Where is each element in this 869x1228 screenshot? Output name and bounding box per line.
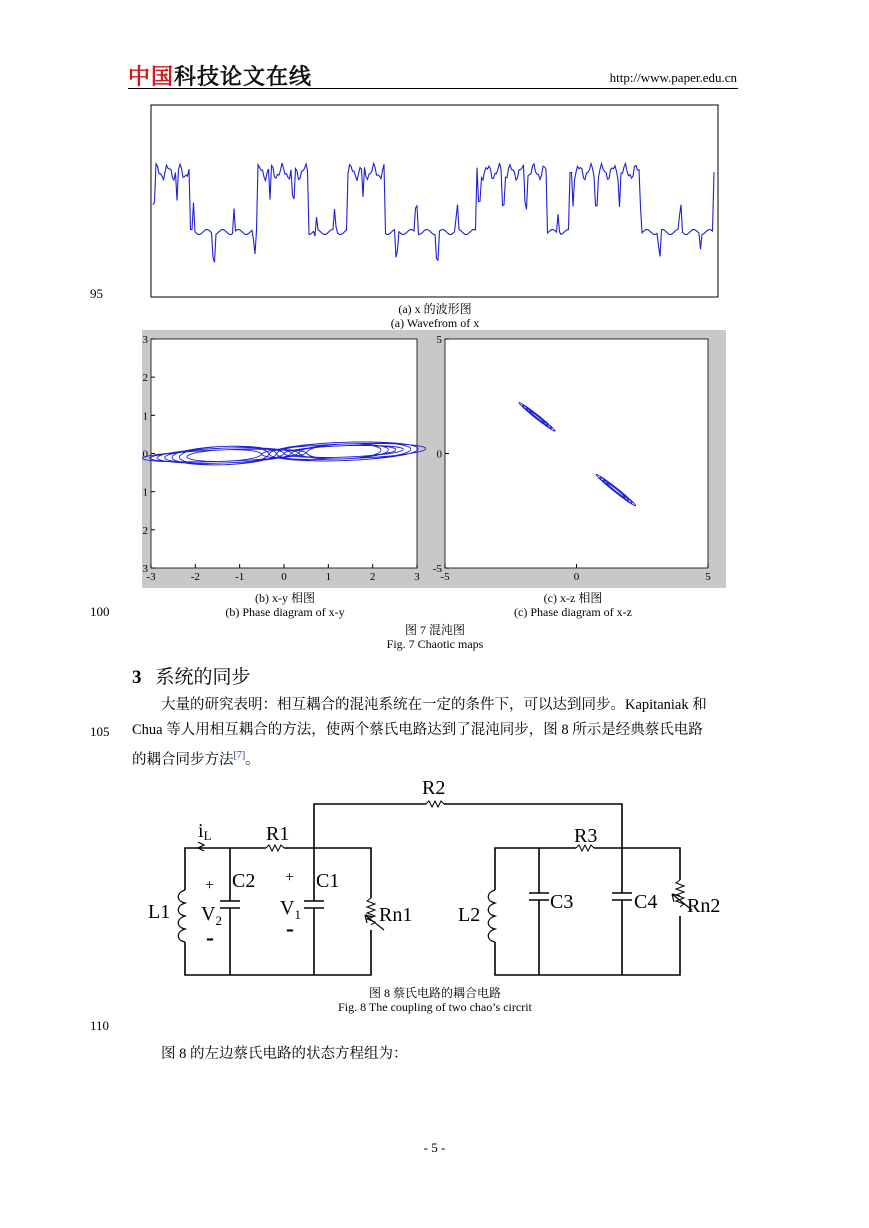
figure8-caption-cn: 图 8 蔡氏电路的耦合电路 — [368, 986, 501, 1000]
plus-sign: + — [285, 869, 295, 886]
x-tick-label: 5 — [705, 571, 711, 583]
y-tick-label: 3 — [142, 334, 148, 346]
figure7-caption-cn: 图 7 混沌图 — [404, 623, 465, 637]
waveform-frame — [151, 105, 718, 297]
label-c4: C4 — [634, 891, 658, 913]
wire — [594, 848, 680, 880]
x-tick-label: 2 — [369, 571, 376, 583]
page-number: - 5 - — [423, 1140, 446, 1155]
y-tick-label: -5 — [432, 563, 442, 575]
line-number: 100 — [90, 604, 110, 619]
figure7c-caption-cn: (c) x-z 相图 — [543, 591, 603, 605]
header-url: http://www.paper.edu.cn — [609, 70, 737, 85]
paragraph-line: 大量的研究表明：相互耦合的混沌系统在一定的条件下，可以达到同步。Kapitaniak 和 — [161, 697, 707, 713]
current-arrow — [198, 842, 204, 851]
label-c2: C2 — [232, 870, 256, 892]
y-tick-label: 2 — [142, 372, 148, 385]
y-tick-label: 3 — [142, 563, 148, 575]
inductor-l2 — [488, 890, 495, 942]
capacitor-c1 — [304, 848, 324, 975]
resistor-rn1 — [367, 898, 375, 925]
paragraph — [132, 693, 738, 773]
section-title: 系统的同步 — [155, 667, 251, 688]
figure8-caption-en: Fig. 8 The coupling of two chao’s circrit — [338, 1000, 532, 1014]
line-number: 110 — [90, 1018, 110, 1033]
resistor-r2 — [426, 801, 444, 807]
x-tick-label: 1 — [325, 571, 332, 583]
x-tick-label: -3 — [146, 571, 156, 583]
x-tick-label: -1 — [235, 571, 245, 583]
line-number: 95 — [90, 286, 103, 301]
label-v1: $V_1$ — [280, 897, 301, 922]
label-rn2: Rn2 — [687, 895, 721, 917]
minus-sign: - — [206, 925, 214, 951]
x-tick-label: 0 — [573, 571, 580, 583]
coupled-chua-circuit — [140, 770, 740, 985]
x-tick-label: 3 — [414, 571, 420, 583]
y-tick-label: 5 — [436, 334, 442, 346]
label-rn1: Rn1 — [379, 904, 413, 926]
figure7a-caption-cn: (a) x 的波形图 — [398, 302, 472, 316]
x-tick-label: -5 — [440, 571, 450, 583]
resistor-r1 — [266, 845, 284, 851]
capacitor-c4 — [612, 848, 632, 975]
phase-diagrams — [142, 330, 726, 588]
xz-plot-frame — [445, 339, 708, 568]
y-tick-label: 1 — [142, 410, 148, 423]
figure7a-caption-en: (a) Wavefrom of x — [390, 316, 480, 330]
capacitor-c2 — [220, 848, 240, 975]
x-tick-label: 0 — [281, 571, 287, 583]
line-number: 105 — [90, 724, 110, 739]
paragraph: 图 8 的左边蔡氏电路的状态方程组为： — [161, 1046, 408, 1062]
y-tick-label: 1 — [142, 486, 148, 499]
label-c3: C3 — [550, 891, 574, 913]
label-r2: R2 — [422, 777, 446, 799]
label-r1: R1 — [266, 823, 290, 845]
y-tick-label: 2 — [142, 524, 148, 537]
citation-ref: [7] — [233, 750, 246, 761]
label-l1: L1 — [148, 901, 171, 923]
figure7b-caption-en: (b) Phase diagram of x-y — [225, 605, 345, 619]
paragraph-line: 的耦合同步方法[7]。 — [132, 750, 260, 768]
label-r3: R3 — [574, 825, 598, 847]
section-heading — [132, 662, 251, 689]
waveform-chart — [148, 102, 722, 300]
wire — [495, 916, 680, 975]
label-c1: C1 — [316, 870, 340, 892]
inductor-l1 — [178, 890, 185, 942]
minus-sign: - — [286, 916, 294, 942]
y-tick-label: 0 — [436, 448, 442, 461]
label-il: iL — [198, 820, 212, 843]
figure7b-caption-cn: (b) x-y 相图 — [255, 591, 315, 605]
header-rule — [128, 88, 738, 89]
journal-logo: 中国科技论文在线 — [128, 65, 313, 90]
figure7-caption-en: Fig. 7 Chaotic maps — [386, 637, 484, 651]
y-tick-label: 0 — [142, 448, 148, 461]
label-v2: $V_2$ — [201, 903, 222, 928]
section-number: 3 — [132, 667, 142, 688]
capacitor-c3 — [529, 848, 549, 975]
figure7c-caption-en: (c) Phase diagram of x-z — [514, 605, 632, 619]
x-tick-label: -2 — [190, 571, 200, 583]
wire — [314, 804, 426, 848]
plus-sign: + — [205, 877, 215, 894]
label-l2: L2 — [458, 904, 481, 926]
wire — [495, 848, 576, 890]
paragraph-line: Chua 等人用相互耦合的方法，使两个蔡氏电路达到了混沌同步，图 8 所示是经典蔡氏电路 — [132, 722, 703, 738]
